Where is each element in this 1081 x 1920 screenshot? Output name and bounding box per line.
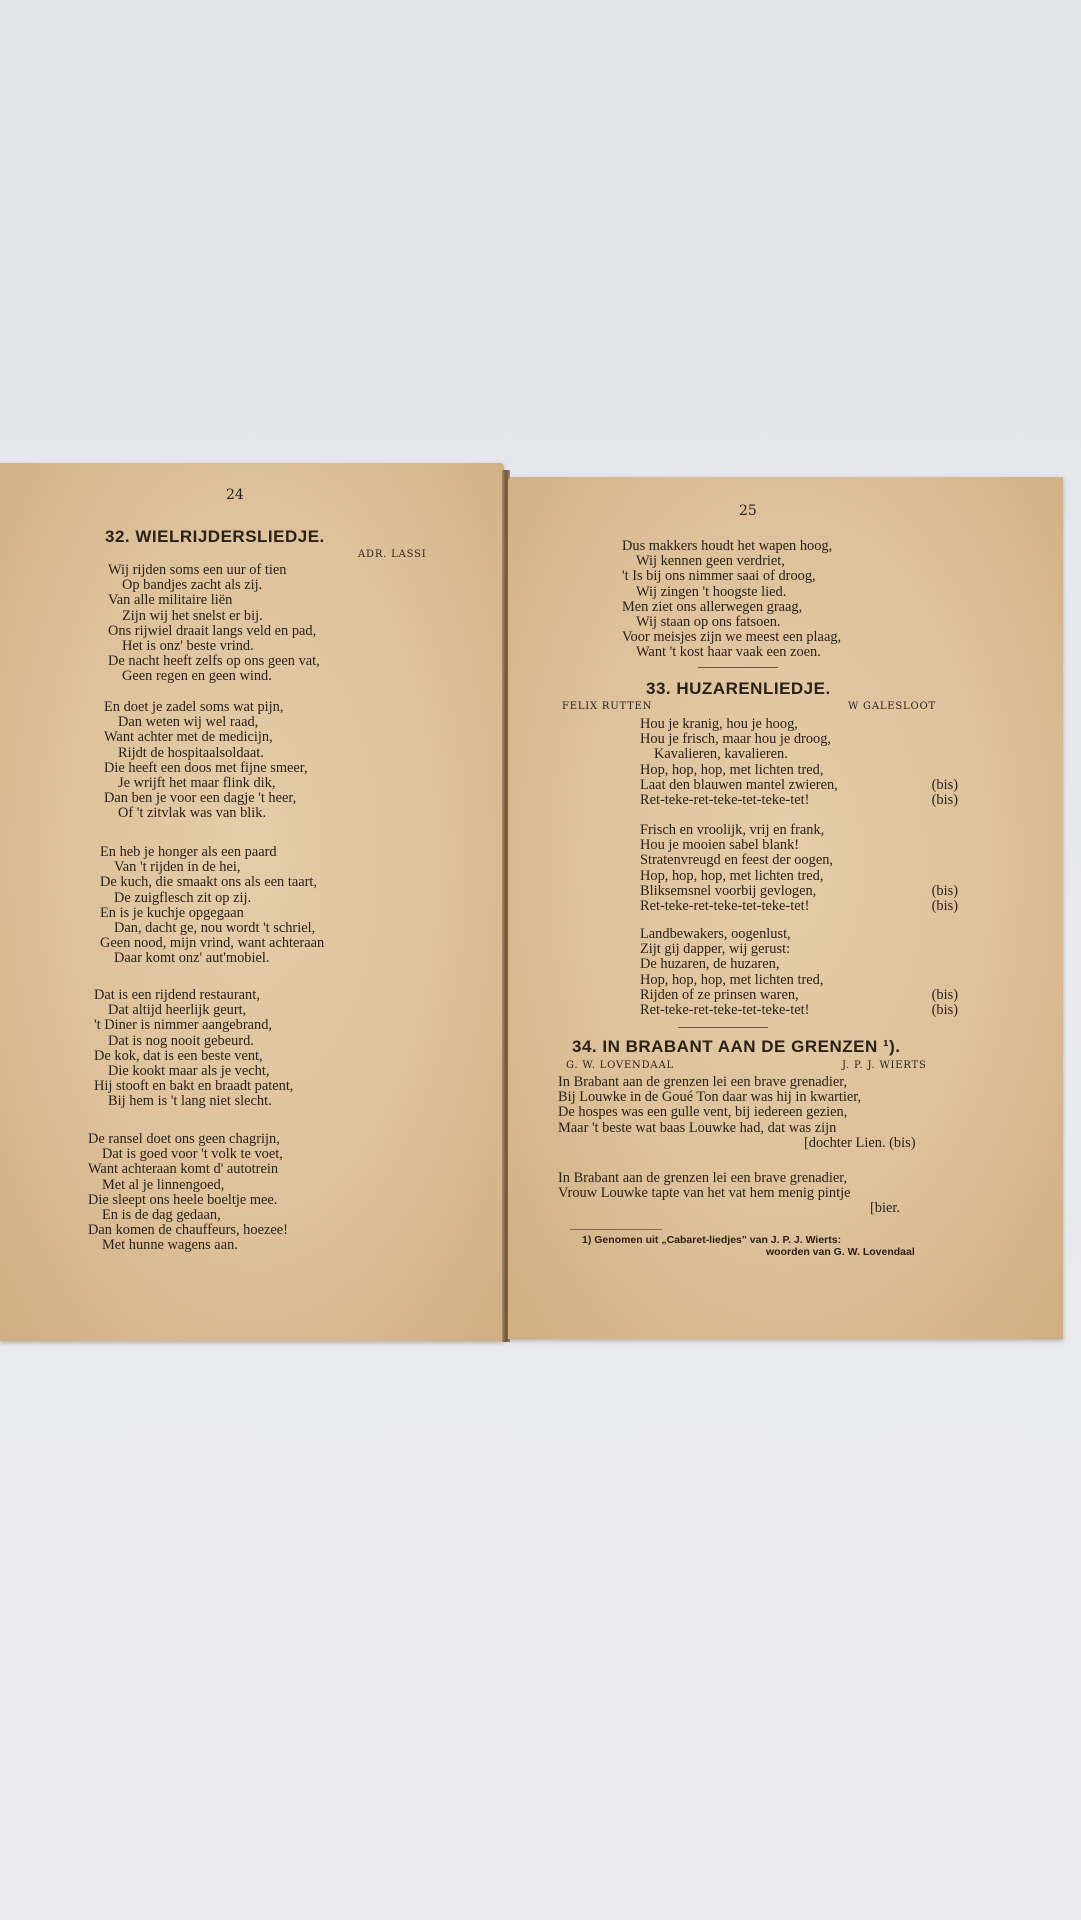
footnote-line-1: 1) Genomen uit „Cabaret-liedjes" van J. P. J. Wierts: [582,1234,842,1246]
verse-line: Ons rijwiel draait langs veld en pad, [108,622,317,639]
verse-line: Ret-teke-ret-teke-tet-teke-tet! [640,1002,810,1019]
verse-line: De hospes was een gulle vent, bij iedereen gezien, [558,1104,848,1121]
verse-line: Wij rijden soms een uur of tien [108,562,287,578]
verse-line: Of 't zitvlak was van blik. [118,805,267,822]
stanza-4 [94,988,293,1110]
verse-line: [bier. [870,1200,900,1217]
repeat-mark: (bis) [931,898,958,915]
verse-line: Bliksemsnel voorbij gevlogen, [640,882,817,899]
verse-line: En heb je honger als een paard [100,844,277,860]
verse-line: Rijdt de hospitaalsoldaat. [118,744,264,761]
verse-line: Landbewakers, oogenlust, [640,926,791,942]
verse-line: Ret-teke-ret-teke-tet-teke-tet! [640,898,810,915]
verse-line: Voor meisjes zijn we meest een plaag, [622,629,842,646]
stanza-33-3 [640,927,958,1018]
verse-line: Zijt gij dapper, wij gerust: [640,941,791,958]
verse-line: Die kookt maar als je vecht, [108,1063,270,1080]
song-lyricist-33: FELIX RUTTEN [562,701,653,712]
song-composer-33: W GALESLOOT [848,701,936,712]
verse-line: Dan, dacht ge, nou wordt 't schriel, [114,920,316,937]
verse-line: Van alle militaire liën [108,592,233,609]
verse-line: Hop, hop, hop, met lichten tred, [640,761,824,778]
verse-line: Dat altijd heerlijk geurt, [108,1002,247,1019]
song-composer-34: J. P. J. WIERTS [842,1060,927,1071]
stanza-continuation [622,539,841,661]
verse-line: De ransel doet ons geen chagrijn, [88,1131,280,1147]
verse-line: Want 't kost haar vaak een zoen. [636,644,821,661]
verse-line: Dan weten wij wel raad, [118,714,259,731]
verse-line: Wij staan op ons fatsoen. [636,614,781,631]
verse-line: Maar 't beste wat baas Louwke had, dat was zijn [558,1119,837,1136]
stanza-5 [88,1132,288,1254]
verse-line: En is de dag gedaan, [102,1207,221,1224]
verse-line: Dan ben je voor een dagje 't heer, [104,790,297,807]
repeat-mark: (bis) [931,792,958,809]
verse-line: 't Diner is nimmer aangebrand, [94,1017,273,1034]
verse-line: De zuigflesch zit op zij. [114,889,252,906]
verse-line: Van 't rijden in de hei, [114,859,241,876]
verse-line: Vrouw Louwke tapte van het vat hem menig pintje [558,1185,851,1202]
verse-line: Die sleept ons heele boeltje mee. [88,1191,278,1208]
stanza-34-2 [558,1171,900,1217]
repeat-mark: (bis) [931,986,958,1003]
verse-line: Met al je linnengoed, [102,1176,225,1193]
song-author-32: ADR. LASSI [358,549,427,560]
verse-line: De kuch, die smaakt ons als een taart, [100,874,317,891]
page-number-left: 24 [226,487,244,503]
verse-line: Want achter met de medicijn, [104,729,273,746]
song-title-32: 32. WIELRIJDERSLIEDJE. [105,527,325,546]
section-rule [698,667,778,668]
song-title-34: 34. IN BRABANT AAN DE GRENZEN ¹). [572,1037,901,1056]
verse-line: Rijden of ze prinsen waren, [640,986,799,1003]
verse-line: In Brabant aan de grenzen lei een brave grenadier, [558,1074,848,1090]
verse-line: Stratenvreugd en feest der oogen, [640,852,834,869]
verse-line: Want achteraan komt d' autotrein [88,1161,279,1178]
verse-line: Laat den blauwen mantel zwieren, [640,776,838,793]
page-number-right: 25 [739,503,757,519]
verse-line: De huzaren, de huzaren, [640,956,780,973]
verse-line: Geen regen en geen wind. [122,668,272,685]
verse-line: Wij kennen geen verdriet, [636,553,785,570]
verse-line: Geen nood, mijn vrind, want achteraan [100,935,325,952]
stanza-34-1 [558,1075,916,1151]
song-lyricist-34: G. W. LOVENDAAL [566,1060,674,1071]
song-title-33: 33. HUZARENLIEDJE. [646,679,831,698]
verse-line: Daar komt onz' aut'mobiel. [114,950,270,967]
verse-line: En doet je zadel soms wat pijn, [104,699,284,715]
verse-line: Je wrijft het maar flink dik, [118,775,276,792]
right-page [508,477,1063,1339]
stanza-33-2 [640,823,958,914]
stanza-2 [104,700,308,822]
footnote-line-2: woorden van G. W. Lovendaal [766,1246,915,1258]
verse-line: Hou je mooien sabel blank! [640,837,800,854]
verse-line: Ret-teke-ret-teke-tet-teke-tet! [640,792,810,809]
verse-line: En is je kuchje opgegaan [100,904,244,921]
stanza-3 [100,845,324,967]
verse-line: Hop, hop, hop, met lichten tred, [640,971,824,988]
verse-line: Hou je frisch, maar hou je droog, [640,731,832,748]
verse-line: Dat is nog nooit gebeurd. [108,1032,254,1049]
verse-line: De nacht heeft zelfs op ons geen vat, [108,653,320,670]
verse-line: De kok, dat is een beste vent, [94,1047,263,1064]
repeat-mark: (bis) [931,776,958,793]
verse-line: Bij Louwke in de Goué Ton daar was hij in kwartier, [558,1089,862,1106]
left-page [0,463,504,1341]
verse-line: Met hunne wagens aan. [102,1237,238,1254]
stanza-1 [108,563,320,685]
verse-line: Die heeft een doos met fijne smeer, [104,759,308,776]
repeat-mark: (bis) [931,1002,958,1019]
verse-line: Men ziet ons allerwegen graag, [622,598,803,615]
verse-line: Dan komen de chauffeurs, hoezee! [88,1222,288,1239]
verse-line: Dat is goed voor 't volk te voet, [102,1146,283,1163]
verse-line: Hop, hop, hop, met lichten tred, [640,867,824,884]
section-rule [678,1027,768,1028]
verse-line: Bij hem is 't lang niet slecht. [108,1093,272,1110]
verse-line: Het is onz' beste vrind. [122,638,254,655]
verse-line: Dus makkers houdt het wapen hoog, [622,538,833,554]
verse-line: Zijn wij het snelst er bij. [122,607,263,624]
verse-line: Frisch en vroolijk, vrij en frank, [640,822,825,838]
verse-line: Dat is een rijdend restaurant, [94,987,260,1003]
verse-line: Kavalieren, kavalieren. [654,746,788,763]
verse-line: Wij zingen 't hoogste lied. [636,583,787,600]
stanza-33-1 [640,717,958,808]
footnote-rule [570,1229,662,1230]
verse-line: [dochter Lien. (bis) [804,1134,916,1151]
verse-line: 't Is bij ons nimmer saai of droog, [622,568,816,585]
verse-line: Hou je kranig, hou je hoog, [640,716,798,732]
verse-line: Op bandjes zacht als zij. [122,577,263,594]
verse-line: Hij stooft en bakt en braadt patent, [94,1078,294,1095]
verse-line: In Brabant aan de grenzen lei een brave grenadier, [558,1170,848,1186]
repeat-mark: (bis) [931,882,958,899]
